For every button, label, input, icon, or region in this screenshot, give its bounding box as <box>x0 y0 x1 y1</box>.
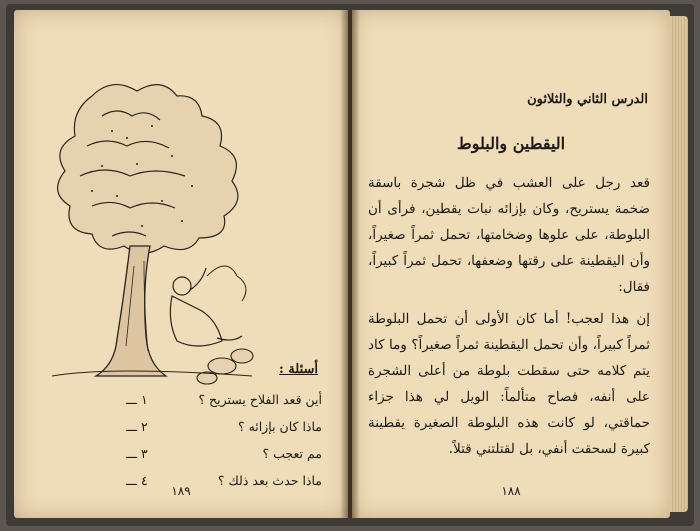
question-number: ٤ ـــ <box>126 473 148 488</box>
question-text: ماذا حدث بعد ذلك ؟ <box>217 473 322 488</box>
list-item <box>126 440 322 467</box>
page-number-right: ١٨٨ <box>501 484 521 498</box>
tree-man-illustration <box>32 76 272 392</box>
questions-list <box>126 386 322 494</box>
book-gutter <box>340 10 360 518</box>
question-number: ١ ـــ <box>126 392 148 407</box>
paragraph-2: إن هذا لعجب! أما كان الأولى أن تحمل البلوطة ثمراً كبيراً، وأن تحمل اليقطينة ثمراً صغيراً؟ وما كاد يتم كلامه حتى سقطت بلوطة من أعلى الشجرة على أنفه، فصاح متألماً: الويل لي هذا جزاء حماقتي، لو كانت هذه البلوطة الصغيرة يقطينة كبيرة لسحقت أنفي، بل لقتلتني قتلاً. <box>368 311 650 457</box>
question-text: ماذا كان بإزائه ؟ <box>237 419 322 434</box>
question-text: أين قعد الفلاح يستريح ؟ <box>198 392 322 407</box>
list-item <box>126 386 322 413</box>
left-page <box>14 10 348 518</box>
story-title: اليقطين والبلوط <box>456 134 566 153</box>
paragraph-1: قعد رجل على العشب في ظل شجرة باسقة ضخمة يستريح، وكان بإزائه نبات يقطين، فرأى أن البلوطة، على علوها وضخامتها، تحمل ثمراً صغيراً، وأن اليقطينة على رقتها وضعفها، تحمل ثمراً كبيراً، فقال: <box>368 175 650 295</box>
question-number: ٣ ـــ <box>126 446 148 461</box>
lesson-title: الدرس الثاني والثلاثون <box>527 92 648 107</box>
list-item <box>126 413 322 440</box>
question-number: ٢ ـــ <box>126 419 148 434</box>
book-spread <box>6 4 694 526</box>
question-text: مم تعجب ؟ <box>262 446 322 461</box>
right-page <box>352 10 670 518</box>
page-number-left: ١٨٩ <box>171 484 191 498</box>
page-edges <box>670 16 688 512</box>
questions-heading: أسئلة : <box>278 362 318 377</box>
